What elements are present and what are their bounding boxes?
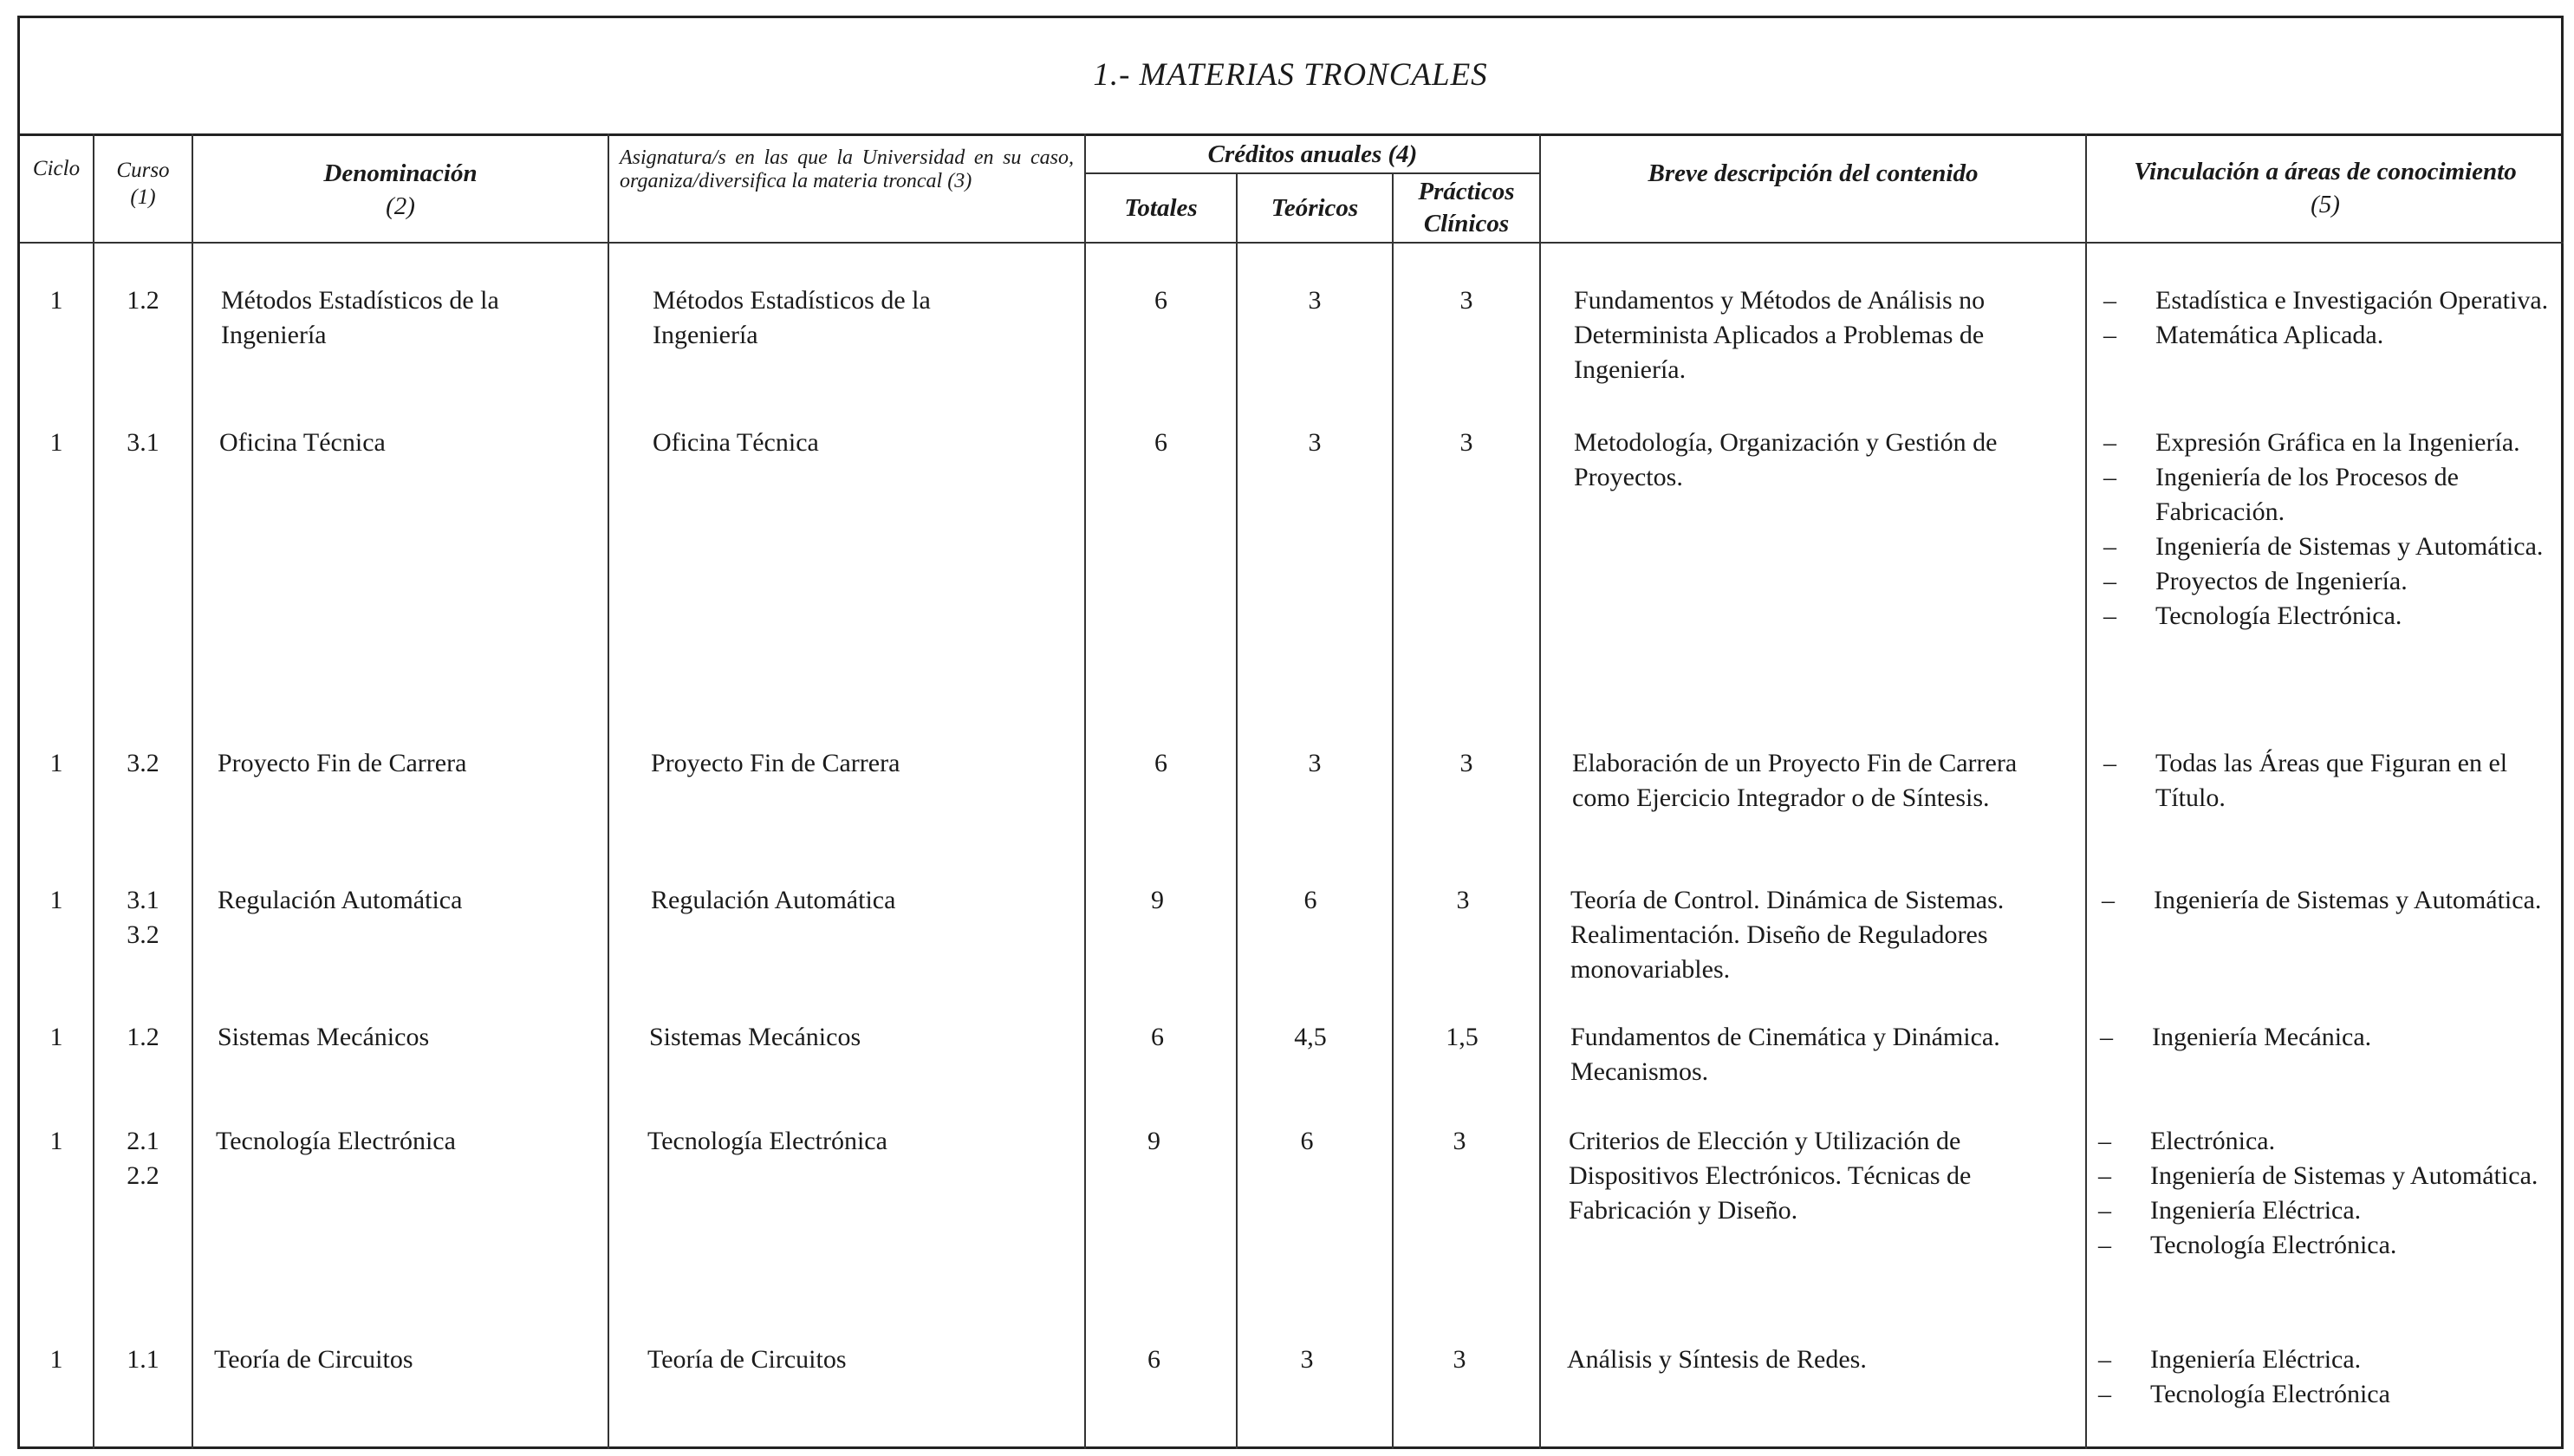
- cell-teoricos: 6: [1300, 1127, 1314, 1155]
- cell-curso: 3.1: [127, 428, 159, 457]
- cell-teoricos: 3: [1308, 286, 1322, 315]
- cell-curso: 3.2: [127, 749, 159, 777]
- area-item: – Electrónica.: [2095, 1124, 2554, 1159]
- cell-asignatura: Sistemas Mecánicos: [649, 1023, 861, 1051]
- area-item: – Ingeniería Mecánica.: [2096, 1020, 2556, 1055]
- cell-totales: 6: [1151, 1023, 1164, 1051]
- header-practicos-clinicos: [1394, 176, 1539, 240]
- cell-descripcion: Criterios de Elección y Utilización de Dispositivos Electrónicos. Técnicas de Fabricación y Diseño.: [1569, 1127, 1972, 1225]
- area-item: – Ingeniería Eléctrica.: [2095, 1193, 2554, 1228]
- header-vinculacion: [2087, 155, 2564, 221]
- cell-asignatura: Oficina Técnica: [653, 428, 819, 457]
- cell-curso: 1.2: [127, 1023, 159, 1051]
- cell-areas: [2095, 1342, 2554, 1412]
- area-item: – Tecnología Electrónica: [2095, 1377, 2554, 1412]
- cell-curso: 1.1: [127, 1345, 159, 1374]
- cell-practicos: 1,5: [1446, 1023, 1479, 1051]
- header-ciclo: Ciclo: [32, 157, 81, 180]
- cell-ciclo: 1: [49, 1023, 63, 1051]
- cell-teoricos: 3: [1308, 428, 1322, 457]
- area-item: – Ingeniería de Sistemas y Automática.: [2095, 1159, 2554, 1193]
- area-item: – Ingeniería Eléctrica.: [2095, 1342, 2554, 1377]
- page-title: 1.- MATERIAS TRONCALES: [1093, 57, 1488, 93]
- cell-totales: 6: [1154, 749, 1167, 777]
- cell-asignatura: Teoría de Circuitos: [647, 1345, 847, 1374]
- cell-practicos: 3: [1453, 1127, 1466, 1155]
- cell-areas: [2100, 746, 2559, 816]
- cell-asignatura: Regulación Automática: [651, 886, 896, 914]
- cell-curso: [94, 1124, 192, 1193]
- area-item: – Tecnología Electrónica.: [2095, 1228, 2554, 1263]
- cell-areas: [2096, 1020, 2556, 1055]
- curso-value: 2.1: [127, 1127, 159, 1155]
- divider: [1392, 174, 1394, 1449]
- area-item: – Matemática Aplicada.: [2100, 318, 2559, 353]
- cell-denominacion: Métodos Estadísticos de la Ingeniería: [221, 286, 499, 349]
- header-practicos: Prácticos: [1418, 178, 1515, 205]
- cell-totales: 9: [1151, 886, 1164, 914]
- header-asignatura: Asignatura/s en las que la Universidad en su caso, organiza/diversifica la materia troncal (3): [620, 146, 1074, 192]
- header-denominacion-note: (2): [386, 192, 415, 220]
- cell-areas: [2098, 883, 2558, 918]
- cell-totales: 6: [1147, 1345, 1160, 1374]
- divider: [1236, 174, 1238, 1449]
- cell-practicos: 3: [1459, 286, 1473, 315]
- header-descripcion: Breve descripción del contenido: [1648, 159, 1979, 187]
- area-item: – Proyectos de Ingeniería.: [2100, 564, 2559, 599]
- cell-areas: [2100, 283, 2559, 353]
- divider: [1084, 172, 1539, 174]
- cell-descripcion: Elaboración de un Proyecto Fin de Carrera como Ejercicio Integrador o de Síntesis.: [1572, 749, 2018, 812]
- cell-descripcion: Fundamentos y Métodos de Análisis no Determinista Aplicados a Problemas de Ingeniería.: [1574, 286, 1986, 384]
- area-item: – Tecnología Electrónica.: [2100, 599, 2559, 634]
- cell-ciclo: 1: [49, 1127, 63, 1155]
- cell-denominacion: Proyecto Fin de Carrera: [218, 749, 467, 777]
- cell-areas: [2100, 426, 2559, 634]
- cell-teoricos: 4,5: [1294, 1023, 1327, 1051]
- cell-asignatura: Métodos Estadísticos de la Ingeniería: [653, 286, 931, 349]
- header-curso-note: (1): [130, 185, 156, 209]
- cell-ciclo: 1: [49, 886, 63, 914]
- cell-teoricos: 6: [1303, 886, 1317, 914]
- cell-practicos: 3: [1453, 1345, 1466, 1374]
- area-item: – Todas las Áreas que Figuran en el Título.: [2100, 746, 2559, 816]
- cell-totales: 9: [1147, 1127, 1160, 1155]
- cell-totales: 6: [1154, 286, 1167, 315]
- header-creditos: Créditos anuales (4): [1207, 140, 1418, 168]
- header-clinicos: Clínicos: [1423, 210, 1510, 237]
- cell-totales: 6: [1154, 428, 1167, 457]
- header-vinculacion-note: (5): [2311, 191, 2340, 218]
- cell-descripcion: Análisis y Síntesis de Redes.: [1567, 1345, 1867, 1374]
- cell-denominacion: Oficina Técnica: [219, 428, 386, 457]
- header-vinculacion-label: Vinculación a áreas de conocimiento: [2134, 158, 2517, 185]
- cell-descripcion: Metodología, Organización y Gestión de Proyectos.: [1574, 428, 1998, 491]
- cell-practicos: 3: [1459, 749, 1473, 777]
- area-item: – Ingeniería de Sistemas y Automática.: [2100, 530, 2559, 564]
- cell-descripcion: Fundamentos de Cinemática y Dinámica. Mecanismos.: [1570, 1023, 2000, 1086]
- cell-asignatura: Tecnología Electrónica: [647, 1127, 887, 1155]
- title-band: [20, 18, 2561, 136]
- curso-value: 3.2: [127, 920, 159, 949]
- cell-denominacion: Regulación Automática: [218, 886, 463, 914]
- cell-asignatura: Proyecto Fin de Carrera: [651, 749, 900, 777]
- cell-denominacion: Tecnología Electrónica: [216, 1127, 456, 1155]
- cell-practicos: 3: [1459, 428, 1473, 457]
- divider: [93, 133, 94, 1449]
- cell-ciclo: 1: [49, 749, 63, 777]
- header-teoricos: Teóricos: [1271, 194, 1359, 222]
- cell-teoricos: 3: [1300, 1345, 1314, 1374]
- header-denominacion: [193, 157, 608, 223]
- cell-curso: 1.2: [127, 286, 159, 315]
- cell-areas: [2095, 1124, 2554, 1263]
- curso-value: 2.2: [127, 1161, 159, 1190]
- header-curso: [94, 157, 192, 211]
- divider: [2085, 133, 2087, 1449]
- area-item: – Estadística e Investigación Operativa.: [2100, 283, 2559, 318]
- cell-denominacion: Sistemas Mecánicos: [218, 1023, 430, 1051]
- cell-ciclo: 1: [49, 1345, 63, 1374]
- area-item: – Expresión Gráfica en la Ingeniería.: [2100, 426, 2559, 460]
- header-denominacion-label: Denominación: [323, 159, 478, 187]
- area-item: – Ingeniería de Sistemas y Automática.: [2098, 883, 2558, 918]
- cell-curso: [94, 883, 192, 952]
- divider: [192, 133, 193, 1449]
- cell-practicos: 3: [1456, 886, 1470, 914]
- table-frame: [17, 16, 2564, 1449]
- header-totales: Totales: [1124, 194, 1198, 222]
- cell-ciclo: 1: [49, 428, 63, 457]
- header-divider: [20, 242, 2564, 244]
- divider: [1084, 133, 1086, 1449]
- divider: [1539, 133, 1541, 1449]
- cell-descripcion: Teoría de Control. Dinámica de Sistemas. Realimentación. Diseño de Reguladores monovariables.: [1570, 886, 2005, 984]
- area-item: – Ingeniería de los Procesos de Fabricación.: [2100, 460, 2559, 530]
- cell-ciclo: 1: [49, 286, 63, 315]
- cell-denominacion: Teoría de Circuitos: [214, 1345, 413, 1374]
- divider: [608, 133, 609, 1449]
- header-curso-label: Curso: [116, 159, 170, 182]
- curso-value: 3.1: [127, 886, 159, 914]
- cell-teoricos: 3: [1308, 749, 1322, 777]
